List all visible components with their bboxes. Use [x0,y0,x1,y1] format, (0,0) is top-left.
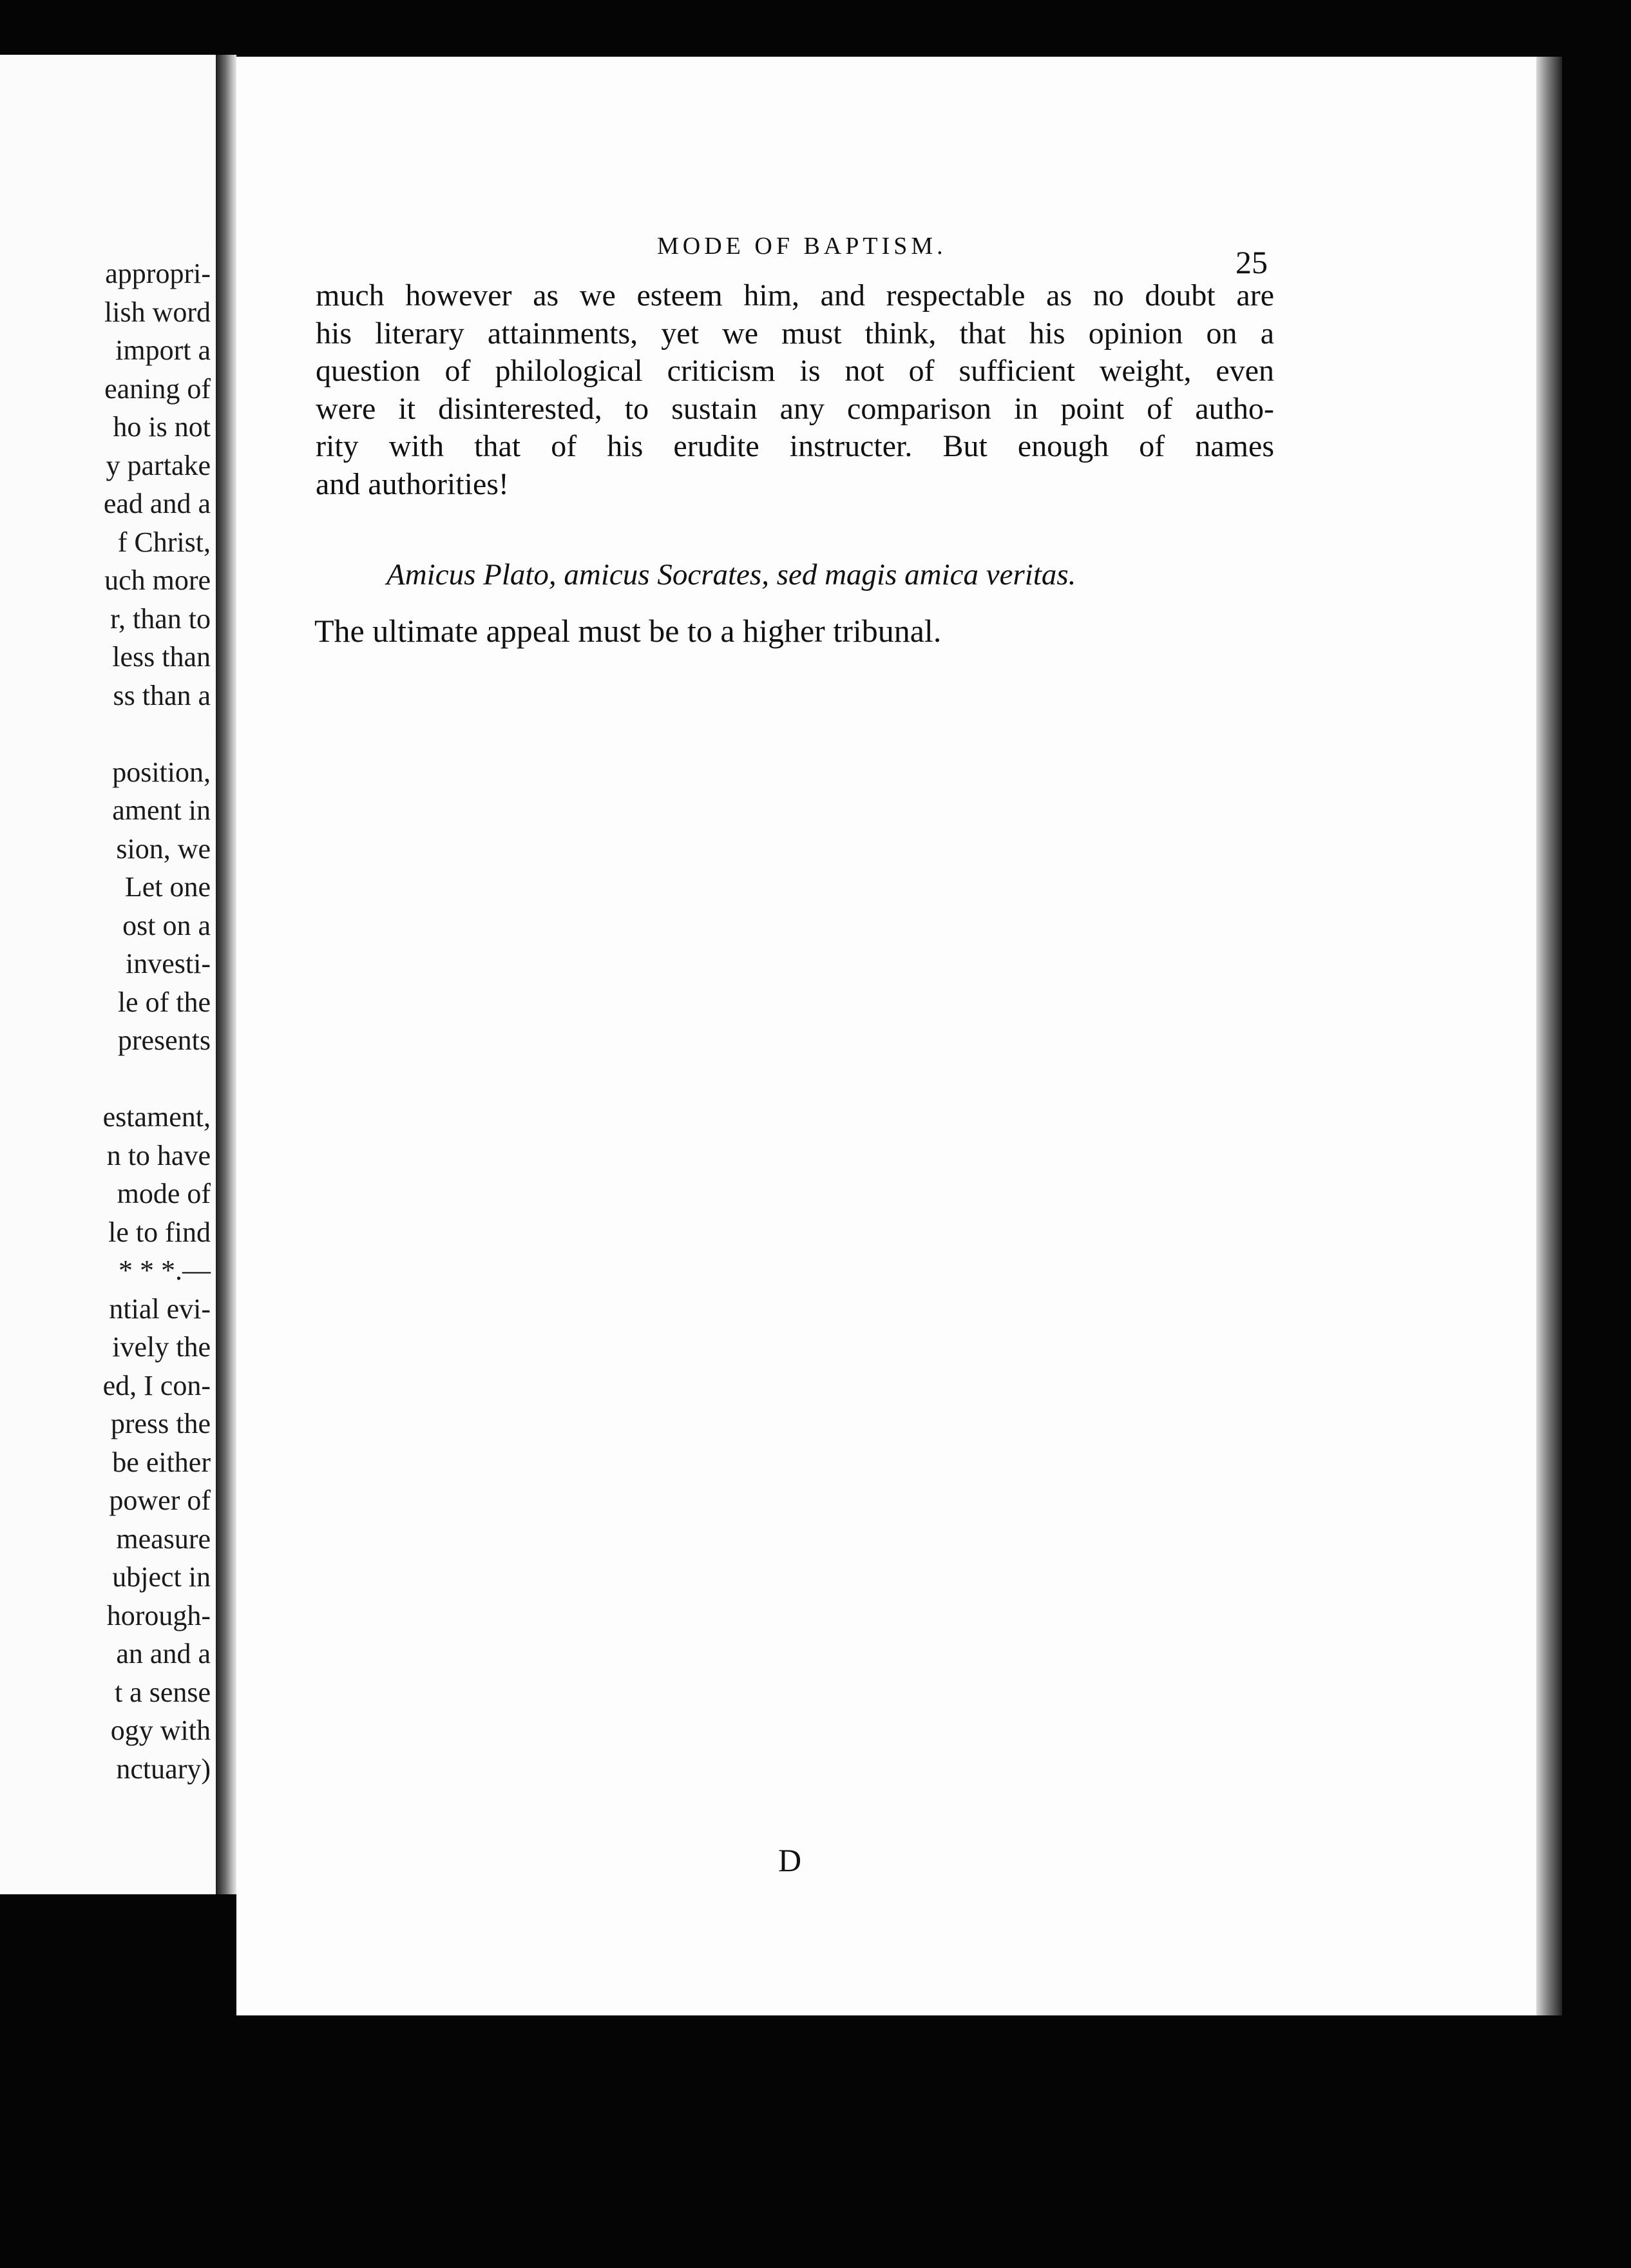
running-head: MODE OF BAPTISM. [657,233,947,260]
left-page-line: be either [112,1446,211,1478]
left-page-line: press the [110,1408,211,1439]
body-line: were it disinterested, to sustain any comparison in point of autho- [316,391,1274,426]
page-number: 25 [1235,244,1268,280]
left-page-line: ost on a [122,909,211,941]
left-page-line: lish word [104,296,211,328]
signature-mark: D [778,1842,802,1878]
left-page-line: power of [109,1485,211,1516]
left-page-line: presents [117,1024,211,1056]
left-page-line: Let one [124,871,211,903]
left-page-line: mode of [117,1178,211,1209]
left-page-line: uch more [104,564,211,596]
left-page-line: t a sense [114,1676,211,1708]
left-page-line: nctuary) [116,1753,211,1785]
left-page-line: n to have [106,1139,211,1171]
left-page-line: ed, I con- [102,1369,211,1401]
page-edge-shadow [1536,57,1562,2015]
left-page-line: ament in [112,794,211,826]
book-gutter [216,55,236,1894]
left-page-line: ogy with [110,1715,211,1746]
left-page-line: measure [116,1523,211,1555]
closing-sentence: The ultimate appeal must be to a higher tribunal. [314,613,942,649]
left-page-line: le of the [117,986,211,1018]
body-line: and authorities! [316,466,509,501]
left-page-line: y partake [106,449,211,481]
left-page-line: estament, [102,1101,211,1133]
left-page-line: ubject in [112,1561,211,1593]
body-paragraph [316,277,1274,503]
body-line: much however as we esteem him, and respectable as no doubt are [316,278,1274,312]
left-page-line: sion, we [116,832,211,865]
body-line: his literary attainments, yet we must think, that his opinion on a [316,316,1274,351]
left-page-line: le to find [108,1216,211,1248]
left-page-line: * * *.— [119,1254,211,1286]
left-page-line: less than [112,641,211,673]
left-page-line: ntial evi- [109,1293,211,1325]
body-line: question of philological criticism is not of sufficient weight, even [316,354,1274,388]
body-line: rity with that of his erudite instructer. But enough of names [316,429,1274,463]
left-page-line: ho is not [113,411,211,443]
left-page-line: r, than to [110,602,211,635]
left-page-line: ss than a [113,679,211,711]
left-page-line: eaning of [104,372,211,405]
left-page-line: ead and a [103,488,211,519]
left-page-line: f Christ, [117,526,211,558]
left-page-line: an and a [116,1638,211,1669]
left-page-line: horough- [106,1599,211,1631]
left-page-line: investi- [126,948,211,979]
left-page-line: position, [112,756,211,788]
left-page-line: appropri- [105,258,211,289]
left-page-line: import a [115,334,211,366]
left-page-line: ively the [112,1331,211,1363]
latin-quotation: Amicus Plato, amicus Socrates, sed magis amica veritas. [386,558,1076,591]
left-facing-page [0,55,216,1894]
